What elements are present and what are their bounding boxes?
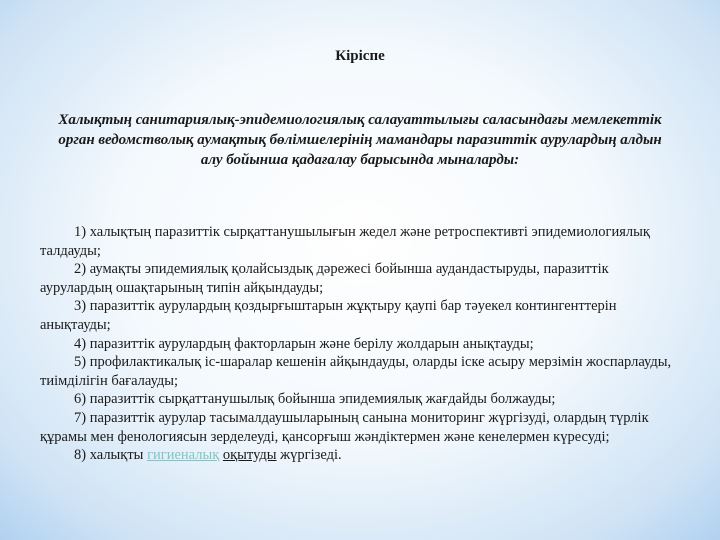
hygiene-link[interactable]: гигиеналық bbox=[147, 447, 220, 464]
list-item: 6) паразиттік сырқаттанушылық бойынша эпидемиялық жағдайды болжауды; bbox=[74, 391, 556, 408]
item8-suffix: жүргізеді. bbox=[280, 447, 342, 464]
training-link[interactable]: оқытуды bbox=[222, 447, 277, 464]
page-title: Кіріспе bbox=[335, 48, 385, 64]
list-item: 2) аумақты эпидемиялық қолайсыздық дәрежесі бойынша аудандастыруды, паразиттік аурулардың ошақтарының типін айқындауды; bbox=[40, 261, 609, 296]
item-list bbox=[40, 223, 680, 465]
subtitle: Халықтың санитариялық-эпидемиологиялық салауаттылығы саласындағы мемлекеттік орган ведомстволық аумақтық бөлімшелерінің мамандары паразиттік аурулардың алдын алу бойынша қадағалау барысында мыналарды: bbox=[58, 112, 662, 168]
list-item: 4) паразиттік аурулардың факторларын және берілу жолдарын анықтауды; bbox=[74, 335, 534, 352]
list-item: 3) паразиттік аурулардың қоздырғыштарын жұқтыру қаупі бар тәуекел контингенттерін анықтауды; bbox=[40, 298, 617, 333]
list-item-8 bbox=[40, 446, 680, 465]
list-item: 1) халықтың паразиттік сырқаттанушылығын жедел және ретроспективті эпидемиологиялық талдауды; bbox=[40, 224, 650, 259]
list-item: 7) паразиттік аурулар тасымалдаушыларының санына мониторинг жүргізуді, олардың түрлік құрамы мен фенологиясын зерделеуді, қансорғыш жәндіктермен және кенелермен күресуді; bbox=[40, 409, 649, 445]
item8-prefix: 8) халықты bbox=[74, 447, 144, 464]
list-item: 5) профилактикалық іс-шаралар кешенін айқындауды, оларды іске асыру мерзімін жоспарлауды, тиімділігін бағалауды; bbox=[40, 354, 672, 389]
